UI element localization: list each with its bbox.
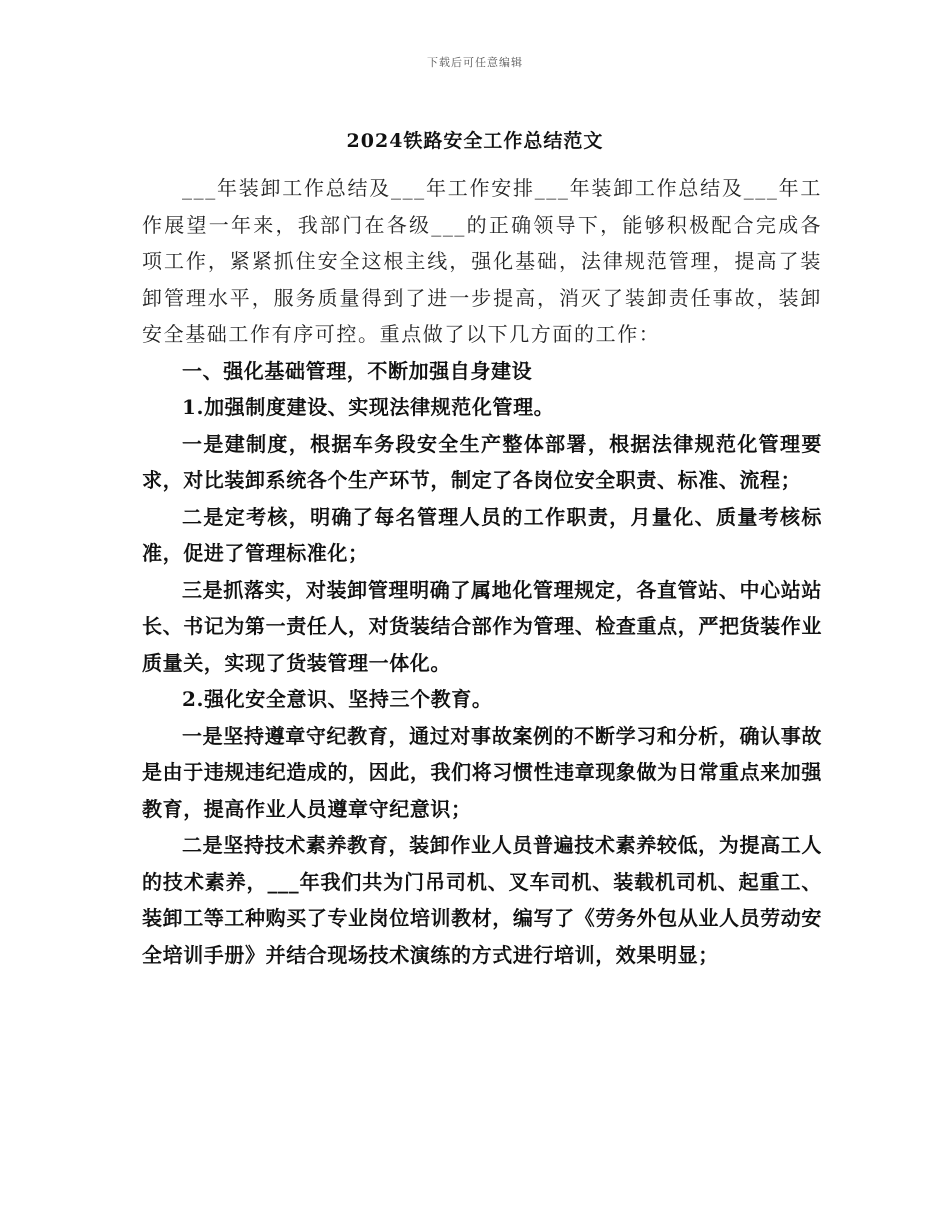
paragraph-discipline-education: 一是坚持遵章守纪教育，通过对事故案例的不断学习和分析，确认事故是由于违规违纪造成的，因此，我们将习惯性违章现象做为日常重点来加强教育，提高作业人员遵章守纪意识； xyxy=(142,723,822,821)
paragraph-technical-education: 二是坚持技术素养教育，装卸作业人员普遍技术素养较低，为提高工人的技术素养，___年我们共为门吊司机、叉车司机、装载机司机、起重工、装卸工等工种购买了专业岗位培训教材，编写了《劳务外包从业人员劳动安全培训手册》并结合现场技术演练的方式进行培训，效果明显； xyxy=(142,833,822,967)
document-body xyxy=(142,170,822,973)
subsection-heading-1: 1.加强制度建设、实现法律规范化管理。 xyxy=(182,395,555,419)
paragraph-intro: ___年装卸工作总结及___年工作安排___年装卸工作总结及___年工作展望一年来，我部门在各级___的正确领导下，能够积极配合完成各项工作，紧紧抓住安全这根主线，强化基础，法律规范管理，提高了装卸管理水平，服务质量得到了进一步提高，消灭了装卸责任事故，装卸安全基础工作有序可控。重点做了以下几方面的工作： xyxy=(142,176,822,346)
paragraph-build-system: 一是建制度，根据车务段安全生产整体部署，根据法律规范化管理要求，对比装卸系统各个生产环节，制定了各岗位安全职责、标准、流程； xyxy=(142,431,822,492)
paragraph-implementation: 三是抓落实，对装卸管理明确了属地化管理规定，各直管站、中心站站长、书记为第一责任人，对货装结合部作为管理、检查重点，严把货装作业质量关，实现了货装管理一体化。 xyxy=(142,577,822,675)
paragraph-assessment: 二是定考核，明确了每名管理人员的工作职责，月量化、质量考核标准，促进了管理标准化； xyxy=(142,504,822,565)
page-header-note: 下载后可任意编辑 xyxy=(427,56,523,69)
section-heading-1: 一、强化基础管理，不断加强自身建设 xyxy=(182,358,533,383)
subsection-heading-2: 2.强化安全意识、坚持三个教育。 xyxy=(182,687,493,711)
document-title: 2024铁路安全工作总结范文 xyxy=(346,130,604,152)
